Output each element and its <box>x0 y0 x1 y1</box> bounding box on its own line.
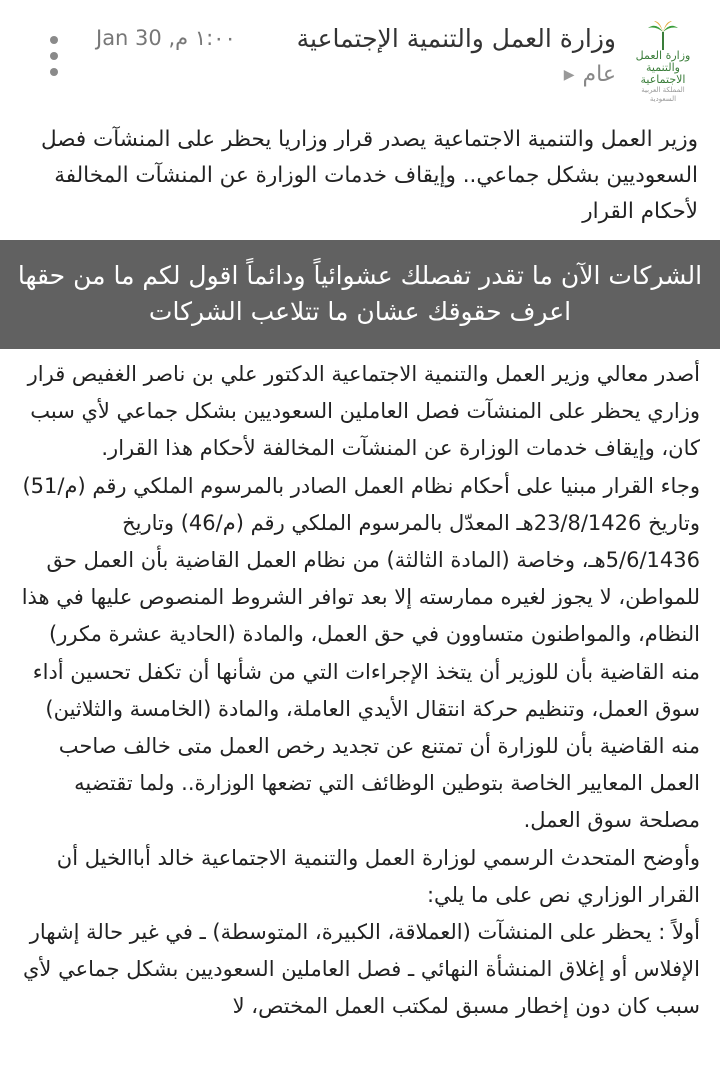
post-lead-text: وزير العمل والتنمية الاجتماعية يصدر قرار وزاريا يحظر على المنشآت فصل السعوديين بشكل جماعي.. وإيقاف خدمات الوزارة عن المنشآت المخالفة لأحكام القرار <box>40 127 698 224</box>
post-timestamp: Jan 30 ,١:٠٠ م <box>96 26 236 50</box>
sender-name[interactable]: وزارة العمل والتنمية الإجتماعية <box>296 24 616 53</box>
caption-banner: الشركات الآن ما تقدر تفصلك عشوائياً ودائماً اقول لكم ما من حقها اعرف حقوقك عشان ما تتلاعب الشركات <box>0 240 720 349</box>
post-body <box>14 356 700 1026</box>
visibility-label: عام <box>582 62 616 87</box>
ministry-logo[interactable]: وزارة العمل والتنمية الاجتماعية المملكة العربية السعودية <box>628 20 698 86</box>
body-paragraph: أولاً : يحظر على المنشآت (العملاقة، الكبيرة، المتوسطة) ـ في غير حالة إشهار الإفلاس أو إغلاق المنشأة النهائي ـ فصل العاملين السعوديين بشكل جماعي لأي سبب كان دون إخطار مسبق لمكتب العمل المختص، لا <box>22 920 700 1019</box>
caret-right-icon: ▶ <box>563 66 575 83</box>
post-header <box>0 0 720 110</box>
more-options-icon[interactable] <box>42 36 66 76</box>
body-paragraph: وجاء القرار مبنيا على أحكام نظام العمل الصادر بالمرسوم الملكي رقم (م/51) وتاريخ 23/8/1426هـ المعدّل بالمرسوم الملكي رقم (م/46) وتاريخ 5/6/1436هـ، وخاصة (المادة الثالثة) من نظام العمل القاضية بأن العمل حق للمواطن، لا يجوز لغيره ممارسته إلا بعد توافر الشروط المنصوص عليها في هذا النظام، والمواطنون متساوون في حق العمل، والمادة (الحادية عشرة مكرر) منه القاضية بأن للوزير أن يتخذ الإجراءات التي من شأنها أن تكفل تحسين أداء سوق العمل، وتنظيم حركة انتقال الأيدي العاملة، والمادة (الخامسة والثلاثين) منه القاضية بأن للوزارة أن تمتنع عن تجديد رخص العمل متى خالف صاحب العمل المعايير الخاصة بتوطين الوظائف التي تضعها الوزارة.. ولما تقتضيه مصلحة سوق العمل. <box>21 473 700 833</box>
palm-logo-icon <box>646 20 680 50</box>
body-paragraph: وأوضح المتحدث الرسمي لوزارة العمل والتنمية الاجتماعية خالد أباالخيل أن القرار الوزاري نص على ما يلي: <box>56 845 700 907</box>
body-paragraph: أصدر معالي وزير العمل والتنمية الاجتماعية الدكتور علي بن ناصر الغفيص قرار وزاري يحظر على المنشآت فصل العاملين السعوديين بشكل جماعي لأي سبب كان، وإيقاف خدمات الوزارة عن المنشآت المخالفة لأحكام هذا القرار. <box>27 362 700 461</box>
post-visibility <box>564 62 616 87</box>
